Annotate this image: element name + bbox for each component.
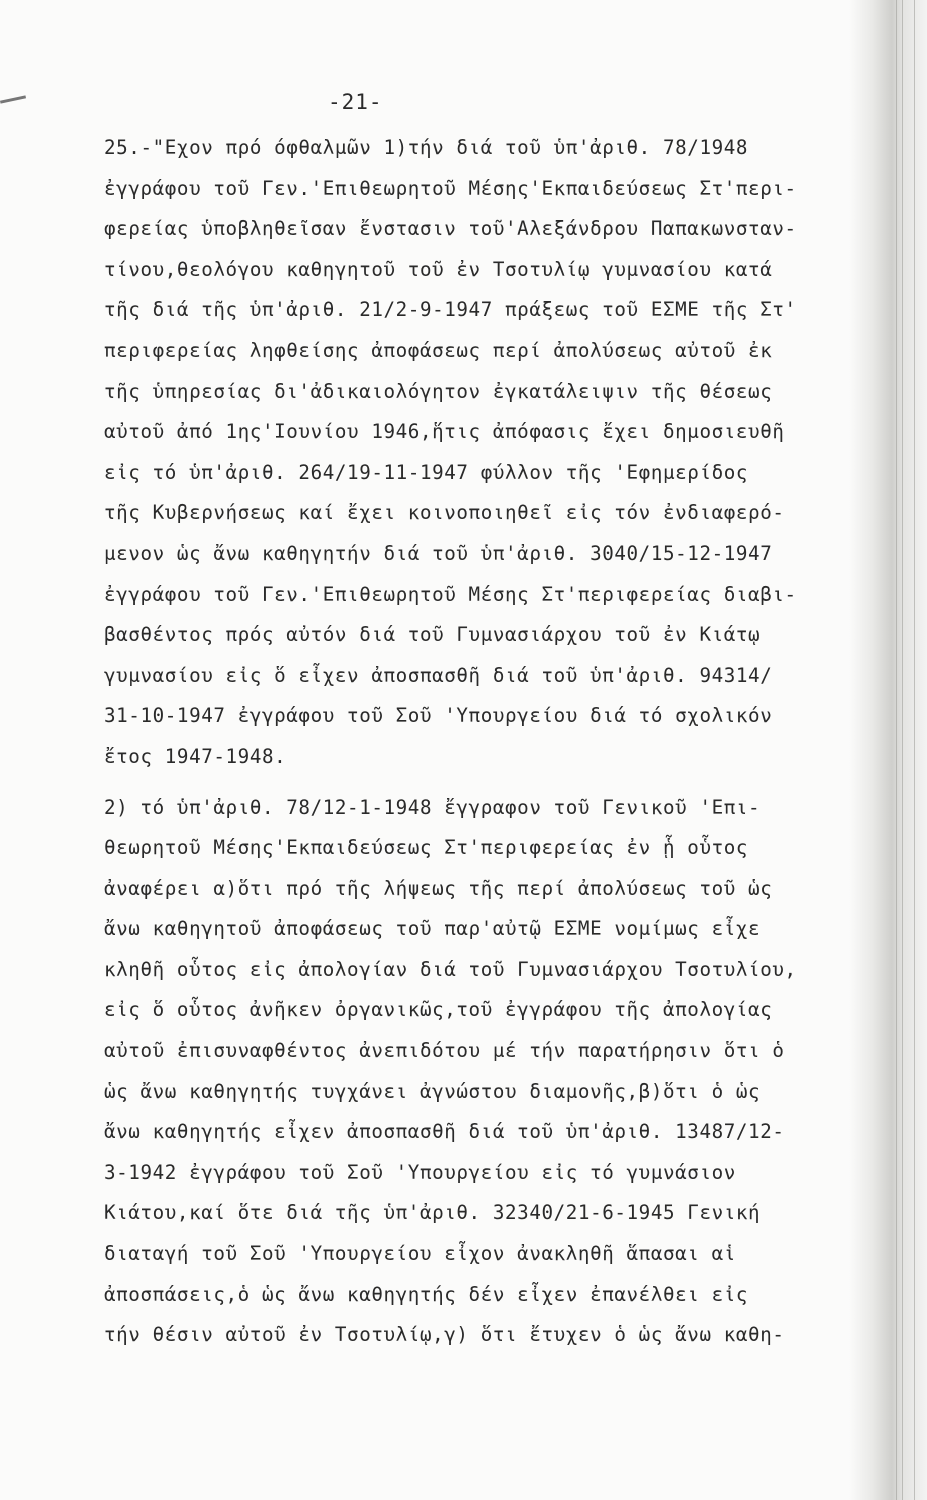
text-line: ἄνω καθηγητοῦ ἀποφάσεως τοῦ παρ'αὐτῷ ΕΣΜΕ νομίμως εἶχε (104, 917, 761, 941)
text-line: τῆς διά τῆς ὑπ'ἀριθ. 21/2-9-1947 πράξεως τοῦ ΕΣΜΕ τῆς Στ' (104, 298, 797, 322)
text-line: τίνου,θεολόγου καθηγητοῦ τοῦ ἐν Τσοτυλίῳ γυμνασίου κατά (104, 257, 773, 281)
text-line: 31-10-1947 ἐγγράφου τοῦ Σοῦ 'Υπουργείου διά τό σχολικόν (104, 704, 773, 728)
text-line: τῆς ὑπηρεσίας δι'ἀδικαιολόγητον ἐγκατάλειψιν τῆς θέσεως (104, 379, 773, 403)
text-line: βασθέντος πρός αὐτόν διά τοῦ Γυμνασιάρχου τοῦ ἐν Κιάτῳ (104, 623, 761, 647)
gutter-edge-line (902, 0, 903, 1500)
text-line: διαταγή τοῦ Σοῦ 'Υπουργείου εἶχον ἀνακληθῆ ἅπασαι αἱ (104, 1242, 736, 1266)
text-line: ἐγγράφου τοῦ Γεν.'Επιθεωρητοῦ Μέσης Στ'περιφερείας διαβι- (104, 582, 797, 606)
text-line: μενον ὡς ἄνω καθηγητήν διά τοῦ ὑπ'ἀριθ. 3040/15-12-1947 (104, 541, 773, 565)
text-line: 3-1942 ἐγγράφου τοῦ Σοῦ 'Υπουργείου εἰς τό γυμνάσιον (104, 1160, 736, 1184)
text-line: τήν θέσιν αὐτοῦ ἐν Τσοτυλίῳ,γ) ὅτι ἔτυχεν ὁ ὡς ἄνω καθη- (104, 1323, 785, 1347)
gutter-edge-line (896, 0, 897, 1500)
text-line: ἐγγράφου τοῦ Γεν.'Επιθεωρητοῦ Μέσης'Εκπαιδεύσεως Στ'περι- (104, 176, 797, 200)
text-line: κληθῆ οὗτος εἰς ἀπολογίαν διά τοῦ Γυμνασιάρχου Τσοτυλίου, (104, 957, 797, 981)
page-number: -21- (328, 90, 383, 114)
text-line: 2) τό ὑπ'ἀριθ. 78/12-1-1948 ἔγγραφον τοῦ Γενικοῦ 'Επι- (104, 795, 761, 819)
margin-mark (0, 95, 26, 103)
text-line: αὐτοῦ ἐπισυναφθέντος ἀνεπιδότου μέ τήν παρατήρησιν ὅτι ὁ (104, 1039, 785, 1063)
gutter-edge-line (914, 0, 915, 1500)
paragraph-gap (104, 778, 864, 788)
text-line: 25.-"Εχον πρό όφθαλμῶν 1)τήν διά τοῦ ὑπ'ἀριθ. 78/1948 (104, 136, 749, 159)
text-line: αὐτοῦ ἀπό 1ης'Ιουνίου 1946,ἥτις ἀπόφασις ἔχει δημοσιευθῆ (104, 420, 785, 444)
text-line: τῆς Κυβερνήσεως καί ἔχει κοινοποιηθεῖ εἰς τόν ἐνδιαφερό- (104, 501, 785, 525)
text-line: θεωρητοῦ Μέσης'Εκπαιδεύσεως Στ'περιφερείας ἐν ᾗ οὗτος (104, 836, 749, 860)
text-line: ἀναφέρει α)ὅτι πρό τῆς λήψεως τῆς περί ἀπολύσεως τοῦ ὡς (104, 876, 773, 900)
text-line: ἔτος 1947-1948. (104, 744, 287, 768)
text-line: περιφερείας ληφθείσης ἀποφάσεως περί ἀπολύσεως αὐτοῦ ἐκ (104, 338, 773, 362)
text-line: ὡς ἄνω καθηγητής τυγχάνει ἀγνώστου διαμονῆς,β)ὅτι ὁ ὡς (104, 1079, 761, 1103)
paragraph-1 (104, 128, 864, 778)
text-line: ἄνω καθηγητής εἶχεν ἀποσπασθῆ διά τοῦ ὑπ'ἀριθ. 13487/12- (104, 1120, 785, 1144)
text-line: ἀποσπάσεις,ὁ ὡς ἄνω καθηγητής δέν εἶχεν ἐπανέλθει εἰς (104, 1282, 749, 1306)
text-line: εἰς ὅ οὗτος ἀνῆκεν ὀργανικῶς,τοῦ ἐγγράφου τῆς ἀπολογίας (104, 998, 773, 1022)
text-line: Κιάτου,καί ὅτε διά τῆς ὑπ'ἀριθ. 32340/21-6-1945 Γενική (104, 1201, 761, 1225)
paragraph-2 (104, 788, 864, 1356)
typed-body-text (104, 128, 864, 1356)
text-line: γυμνασίου εἰς ὅ εἶχεν ἀποσπασθῆ διά τοῦ ὑπ'ἀριθ. 94314/ (104, 663, 773, 687)
text-line: φερείας ὑποβληθεῖσαν ἔνστασιν τοῦ'Αλεξάνδρου Παπακωνσταν- (104, 217, 797, 241)
text-line: εἰς τό ὑπ'ἀριθ. 264/19-11-1947 φύλλον τῆς 'Εφημερίδος (104, 460, 749, 484)
